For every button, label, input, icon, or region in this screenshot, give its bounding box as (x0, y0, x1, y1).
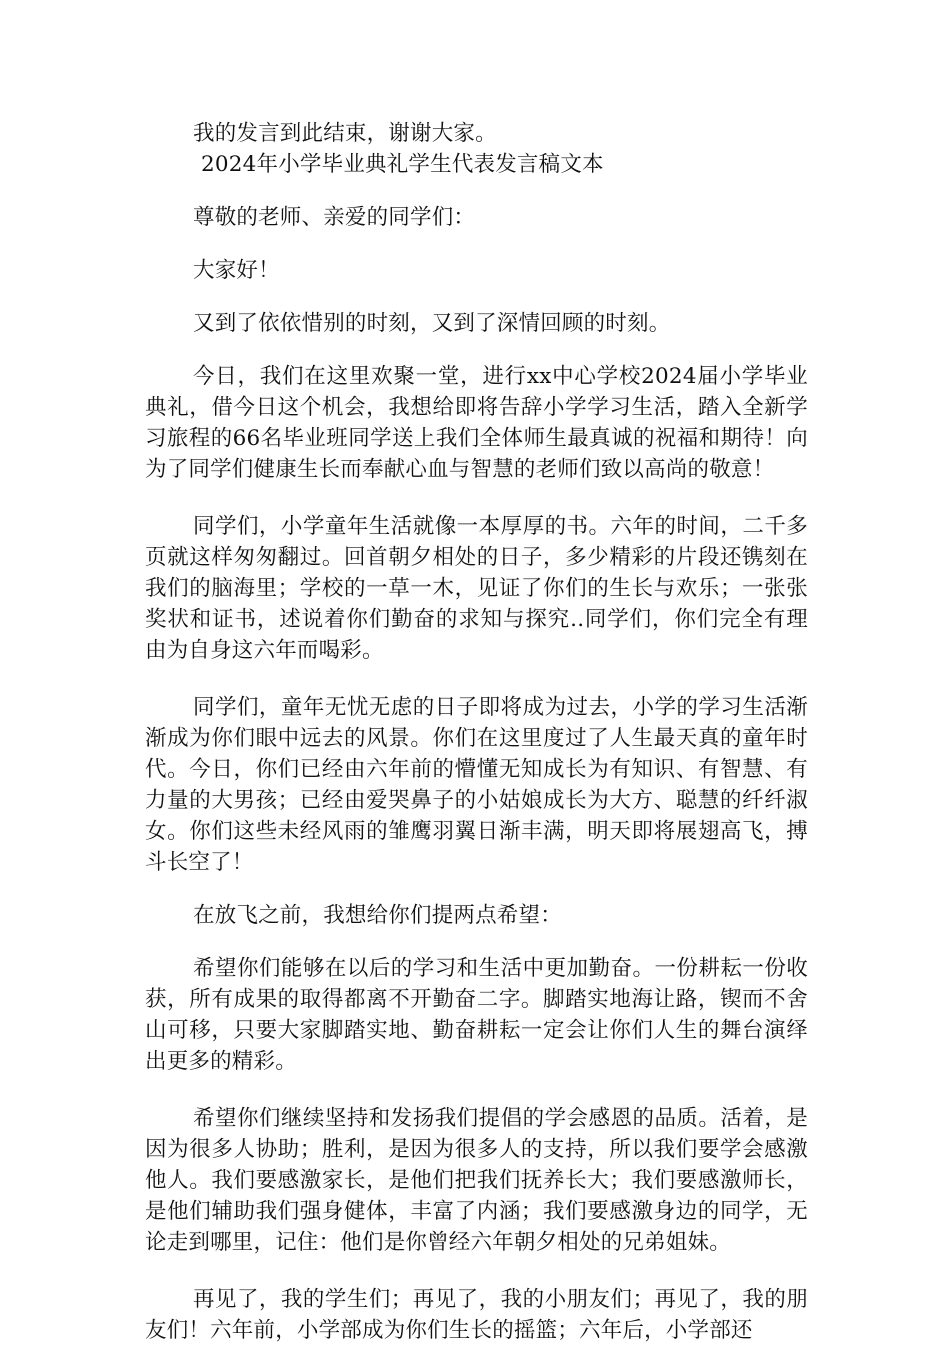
document-body (145, 118, 808, 1346)
paragraph-two-hopes-intro: 在放飞之前，我想给你们提两点希望： (193, 903, 562, 928)
closing-line: 我的发言到此结束，谢谢大家。 (193, 121, 497, 146)
paragraph-salutation: 尊敬的老师、亲爱的同学们： (193, 205, 476, 230)
paragraph-hope-diligence: 希望你们能够在以后的学习和生活中更加勤奋。一份耕耘一份收获，所有成果的取得都离不开勤奋二字。脚踏实地海让路，锲而不舍山可移，只要大家脚踏实地、勤奋耕耘一定会让你们人生的舞台演绎出更多的精彩。 (145, 956, 808, 1074)
paragraph-growing-up: 同学们，童年无忧无虑的日子即将成为过去，小学的学习生活渐渐成为你们眼中远去的风景。你们在这里度过了人生最天真的童年时代。今日，你们已经由六年前的懵懂无知成长为有知识、有智慧、有力量的大男孩；已经由爱哭鼻子的小姑娘成长为大方、聪慧的纤纤淑女。你们这些未经风雨的雏鹰羽翼日渐丰满，明天即将展翅高飞，搏斗长空了！ (145, 695, 808, 875)
paragraph-farewell-moment: 又到了依依惜别的时刻，又到了深情回顾的时刻。 (193, 311, 671, 336)
document-title: 2024年小学毕业典礼学生代表发言稿文本 (201, 152, 604, 177)
paragraph-greeting: 大家好！ (193, 258, 280, 283)
paragraph-childhood-book: 同学们，小学童年生活就像一本厚厚的书。六年的时间，二千多页就这样匆匆翻过。回首朝夕相处的日子，多少精彩的片段还镌刻在我们的脑海里；学校的一草一木，见证了你们的生长与欢乐；一张张奖状和证书，述说着你们勤奋的求知与探究..同学们，你们完全有理由为自身这六年而喝彩。 (145, 514, 808, 663)
paragraph-goodbye: 再见了，我的学生们；再见了，我的小朋友们；再见了，我的朋友们！六年前，小学部成为你们生长的摇篮；六年后，小学部还 (145, 1287, 808, 1343)
paragraph-ceremony: 今日，我们在这里欢聚一堂，进行xx中心学校2024届小学毕业典礼，借今日这个机会，我想给即将告辞小学学习生活，踏入全新学习旅程的66名毕业班同学送上我们全体师生最真诚的祝福和期待！向为了同学们健康生长而奉献心血与智慧的老师们致以高尚的敬意！ (145, 364, 808, 482)
paragraph-hope-gratitude: 希望你们继续坚持和发扬我们提倡的学会感恩的品质。活着，是因为很多人协助；胜利，是因为很多人的支持，所以我们要学会感激他人。我们要感激家长，是他们把我们抚养长大；我们要感激师长，是他们辅助我们强身健体，丰富了内涵；我们要感激身边的同学，无论走到哪里，记住：他们是你曾经六年朝夕相处的兄弟姐妹。 (145, 1106, 808, 1255)
